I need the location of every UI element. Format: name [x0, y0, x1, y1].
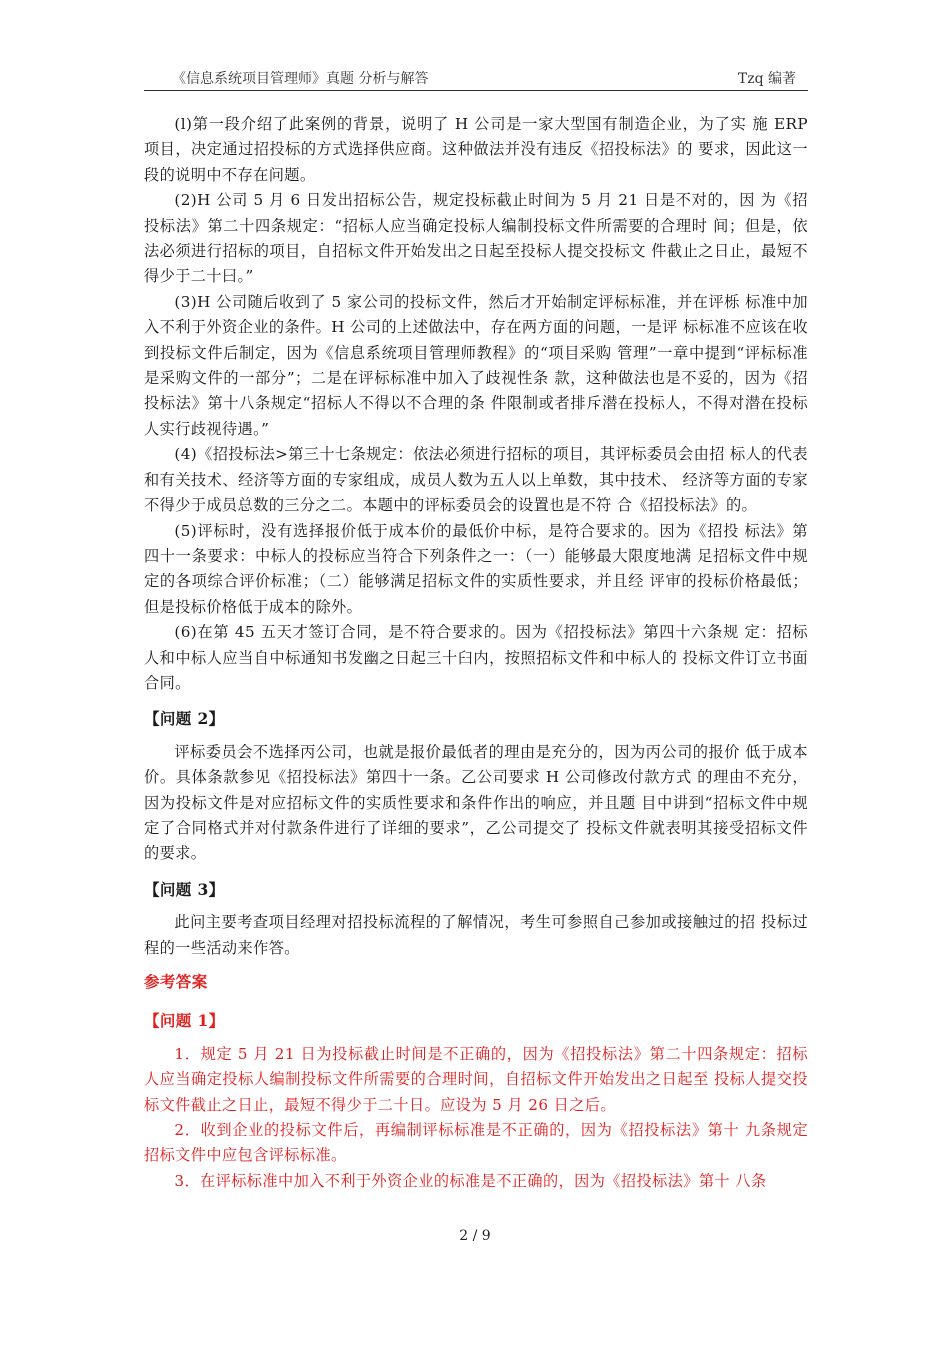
analysis-paragraph-3: (3)H 公司随后收到了 5 家公司的投标文件，然后才开始制定评标标准，并在评栎 标准中加入不利于外资企业的条件。H 公司的上述做法中，存在两方面的问题，一是评 标标准不应该在收到投标文件后制定，因为《信息系统项目管理师教程》的“项目采购 管理”一章中提到“评标标准是采购文件的一部分”；二是在评标标准中加入了歧视性条 款，这种做法也是不妥的，因为《招投标法》第十八条规定“招标人不得以不合理的条 件限制或者排斥潜在投标人，不得对潜在投标人实行歧视待遇。” [144, 292, 808, 438]
analysis-paragraph-6: (6)在第 45 五天才签订合同，是不符合要求的。因为《招投标法》第四十六条规 定：招标人和中标人应当自中标通知书发幽之日起三十臼内，按照招标文件和中标人的 投标文件订立书面合同。 [144, 623, 808, 692]
analysis-paragraph-2: (2)H 公司 5 月 6 日发出招标公告，规定投标截止时间为 5 月 21 日是不对的，因 为《招投标法》第二十四条规定：“招标人应当确定投标人编制投标文件所需要的合理时 间；但是，依法必须进行招标的项目，自招标文件开始发出之日起至投标人提交投标文 件截止之日止，最短不得少于二十曰。” [144, 191, 808, 286]
analysis-paragraph-5: (5)评标时，没有选择报价低于成本价的最低价中标，是符合要求的。因为《招投 标法》第四十一条要求：中标人的投标应当符合下列条件之一：（一）能够最大限度地满 足招标文件中规定的各项综合评价标准；（二）能够满足招标文件的实质性要求，并且经 评审的投标价格最低；但是投标价格低于成本的除外。 [144, 521, 808, 616]
reference-question-1-heading: 【问题 1】 [144, 1011, 225, 1031]
question-3-heading: 【问题 3】 [144, 879, 225, 899]
page-content [144, 112, 808, 1194]
reference-answer-3: 3．在评标标准中加入不利于外资企业的标准是不正确的，因为《招投标法》第十 八条 [174, 1171, 767, 1190]
analysis-paragraph-1: (l)第一段介绍了此案例的背景，说明了 H 公司是一家大型国有制造企业，为了实 施 ERP 项目，决定通过招投标的方式选择供应商。这种做法并没有违反《招投标法》的 要求，因此这一段的说明中不存在问题。 [144, 115, 808, 184]
question-2-heading: 【问题 2】 [144, 709, 225, 729]
reference-answer-title: 参考答案 [144, 972, 208, 991]
header-author: Tzq 编著 [737, 71, 796, 87]
question-2-text: 评标委员会不选择丙公司，也就是报价最低者的理由是充分的，因为丙公司的报价 低于成本价。具体条款参见《招投标法》第四十一条。乙公司要求 H 公司修改付款方式 的理由不充分，因为投标文件是对应招标文件的实质性要求和条件作出的响应，并且题 目中讲到“招标文件中规定了合同格式并对付款条件进行了详细的要求”，乙公司提交了 投标文件就表明其接受招标文件的要求。 [144, 742, 808, 863]
question-3-text: 此问主要考查项目经理对招投标流程的了解情况，考生可参照自己参加或接触过的招 投标过程的一些活动来作答。 [144, 913, 808, 957]
page-header [144, 64, 808, 91]
page-number: 2 / 9 [459, 1228, 491, 1244]
header-title: 《信息系统项目管理师》真题 分析与解答 [172, 71, 429, 87]
reference-answer-2: 2．收到企业的投标文件后，再编制评标标准是不正确的，因为《招投标法》第十 九条规定招标文件中应包含评标标准。 [144, 1121, 808, 1165]
analysis-paragraph-4: (4)《招投标法>第三十七条规定：依法必须进行招标的项目，其评标委员会由招 标人的代表和有关技术、经济等方面的专家组成，成员人数为五人以上单数，其中技术、 经济等方面的专家不得少于成员总数的三分之二。本题中的评标委员会的设置也是不符 合《招投标法》的。 [144, 445, 808, 515]
reference-answer-1: 1．规定 5 月 21 日为投标截止时间是不正确的，因为《招投标法》第二十四条规定：招标人应当确定投标人编制投标文件所需要的合理时间，自招标文件开始发出之日起至 投标人提交投标文件截止之日止，最短不得少于二十日。应设为 5 月 26 日之后。 [144, 1044, 808, 1114]
